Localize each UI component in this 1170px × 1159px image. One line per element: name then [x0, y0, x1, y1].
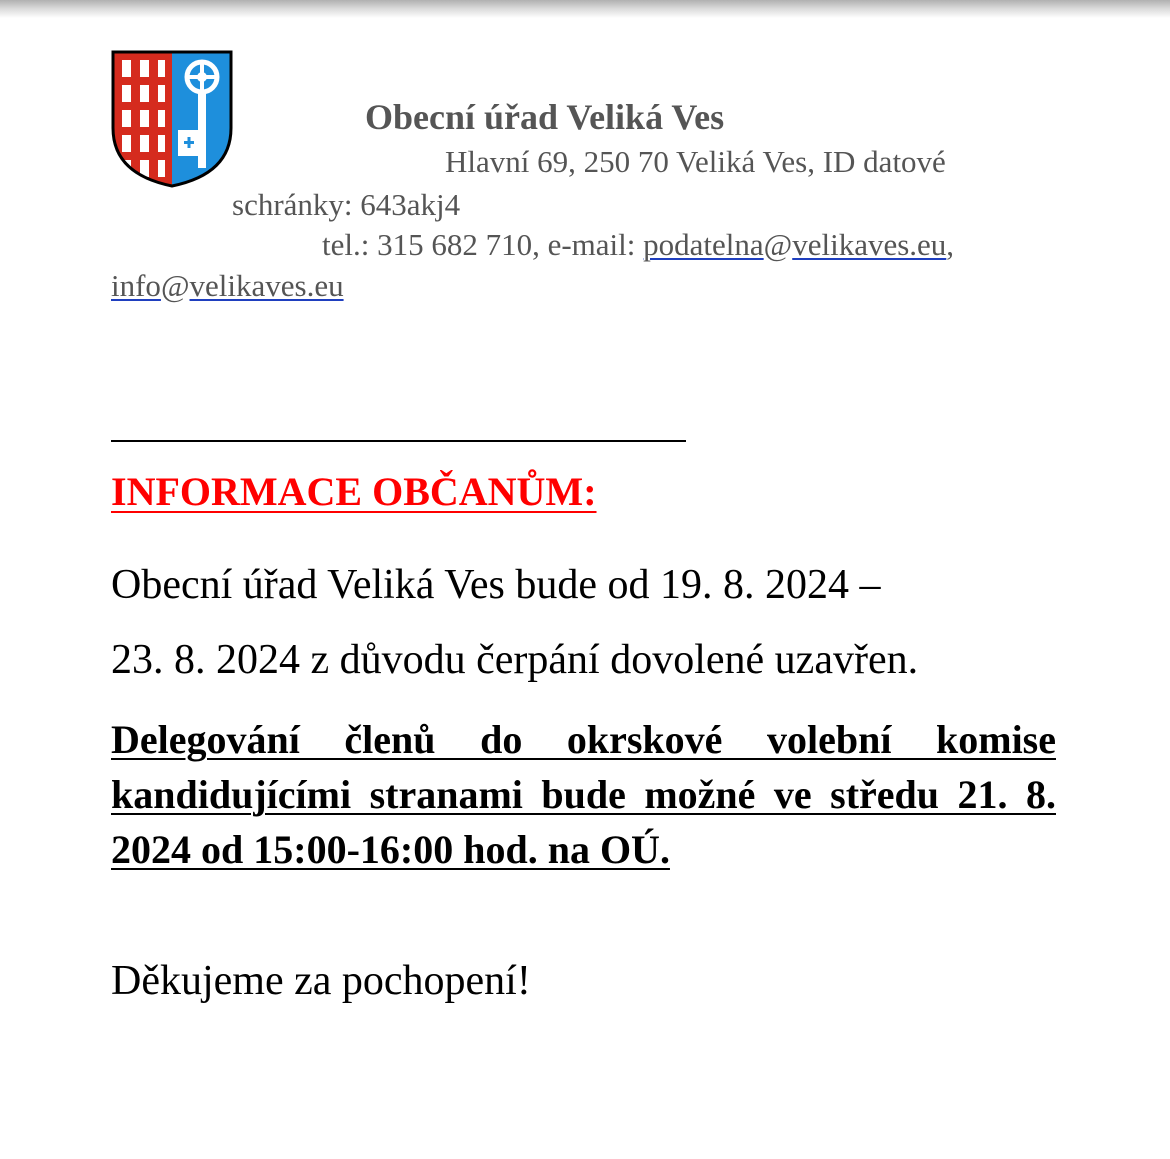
at-sign-2: @ — [160, 268, 190, 303]
at-sign: @ — [763, 227, 793, 262]
email-link-podatelna-domain[interactable]: velikaves.eu — [792, 227, 947, 262]
separator-line — [111, 440, 686, 442]
delegation-notice: Delegování členů do okrskové volební komise kandidujícími stranami bude možné ve středu 21. 8. 2024 od 15:00-16:00 hod. na OÚ. — [111, 717, 1056, 872]
address-line-2: schránky: 643akj4 — [232, 187, 461, 222]
notice-heading: INFORMACE OBČANŮM: — [111, 469, 597, 514]
contact-line — [322, 227, 954, 263]
email-link-info-domain[interactable]: velikaves.eu — [189, 268, 344, 303]
closure-line-1: Obecní úřad Veliká Ves bude od 19. 8. 2024 – — [111, 562, 881, 608]
email-separator: , — [946, 227, 955, 262]
office-name: Obecní úřad Veliká Ves — [365, 97, 725, 137]
address-line-1: Hlavní 69, 250 70 Veliká Ves, ID datové — [445, 144, 946, 179]
closure-line-2: 23. 8. 2024 z důvodu čerpání dovolené uzavřen. — [111, 637, 919, 683]
email-link-info-user[interactable]: info — [111, 268, 161, 303]
coat-of-arms-icon — [111, 50, 233, 188]
contact-line-2 — [111, 268, 344, 304]
thanks-line: Děkujeme za pochopení! — [111, 958, 531, 1004]
phone-text: tel.: 315 682 710, e-mail: — [322, 227, 644, 262]
email-link-podatelna-user[interactable]: podatelna — [643, 227, 764, 262]
